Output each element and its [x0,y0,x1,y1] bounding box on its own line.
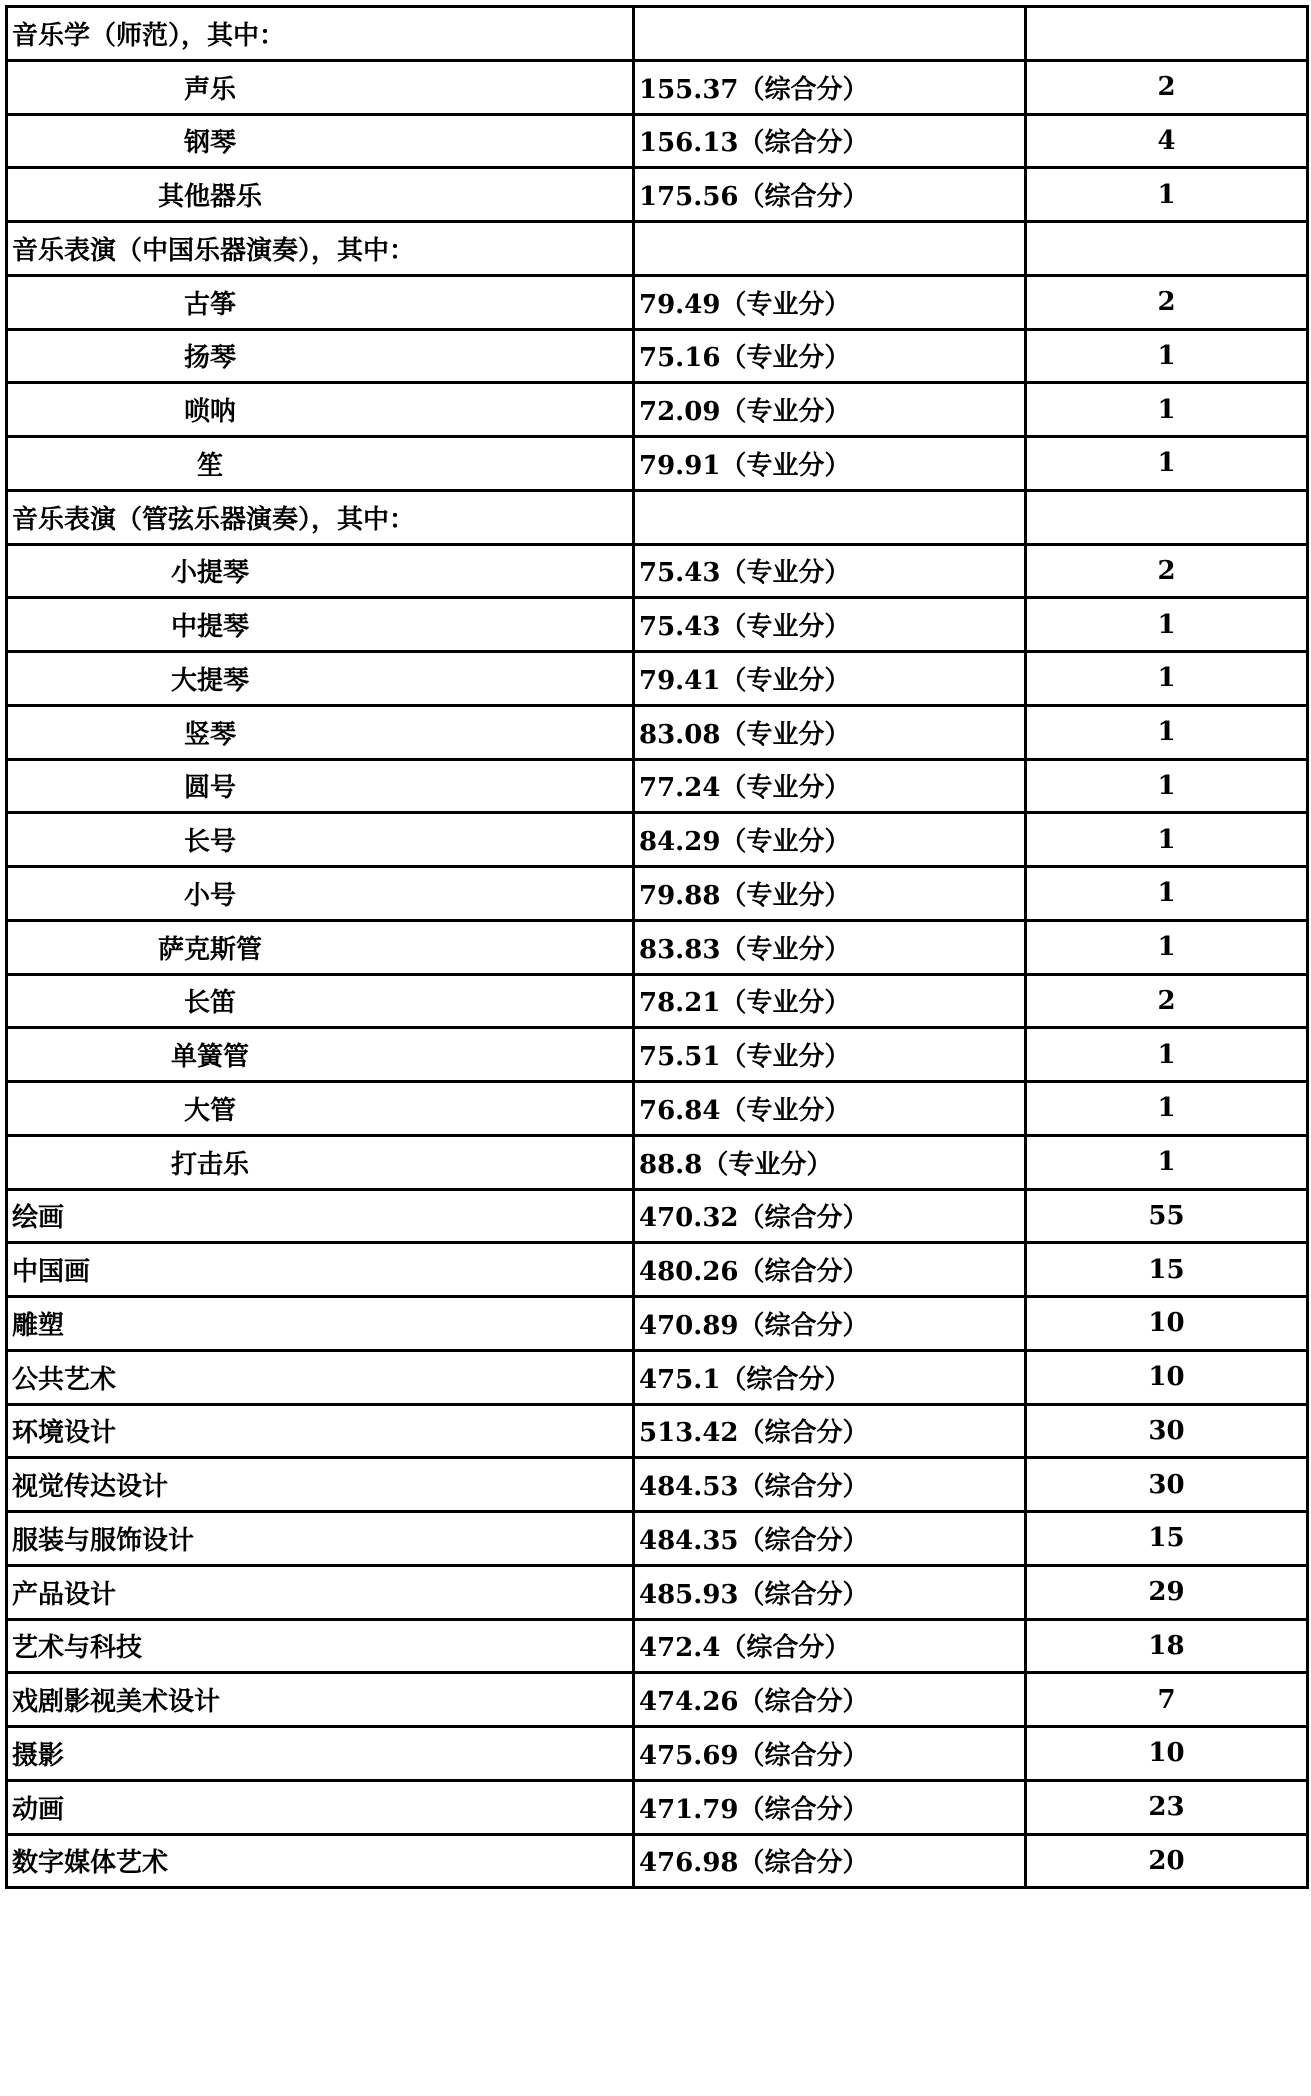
major-cell: 环境设计 [7,1404,634,1458]
major-cell: 大管 [7,1082,634,1136]
table-row [7,168,1308,222]
min-score-cell: 83.83（专业分） [634,920,1026,974]
table-row [7,437,1308,491]
major-cell: 其他器乐 [7,168,634,222]
quota-cell: 1 [1026,1082,1308,1136]
quota-cell [1026,7,1308,61]
quota-cell: 1 [1026,1135,1308,1189]
min-score-cell: 475.69（综合分） [634,1727,1026,1781]
table-row [7,1565,1308,1619]
table-row [7,114,1308,168]
min-score-cell: 84.29（专业分） [634,813,1026,867]
min-score-cell: 75.43（专业分） [634,598,1026,652]
major-cell: 古筝 [7,275,634,329]
quota-cell: 23 [1026,1780,1308,1834]
table-row [7,490,1308,544]
table-row [7,813,1308,867]
quota-cell: 4 [1026,114,1308,168]
major-cell: 钢琴 [7,114,634,168]
min-score-cell: 175.56（综合分） [634,168,1026,222]
min-score-cell: 474.26（综合分） [634,1673,1026,1727]
major-cell: 萨克斯管 [7,920,634,974]
min-score-cell: 472.4（综合分） [634,1619,1026,1673]
major-cell: 音乐表演（管弦乐器演奏），其中： [7,490,634,544]
min-score-cell: 484.35（综合分） [634,1512,1026,1566]
min-score-cell [634,7,1026,61]
table-row [7,222,1308,276]
table-row [7,652,1308,706]
quota-cell: 1 [1026,1028,1308,1082]
min-score-cell: 155.37（综合分） [634,60,1026,114]
major-cell: 产品设计 [7,1565,634,1619]
major-cell: 大提琴 [7,652,634,706]
min-score-cell: 78.21（专业分） [634,974,1026,1028]
major-cell: 声乐 [7,60,634,114]
major-cell: 艺术与科技 [7,1619,634,1673]
min-score-cell: 72.09（专业分） [634,383,1026,437]
table-row [7,1189,1308,1243]
table-row [7,1512,1308,1566]
quota-cell: 1 [1026,920,1308,974]
quota-cell: 1 [1026,329,1308,383]
table-row [7,1834,1308,1888]
min-score-cell: 476.98（综合分） [634,1834,1026,1888]
quota-cell: 18 [1026,1619,1308,1673]
major-cell: 摄影 [7,1727,634,1781]
min-score-cell [634,222,1026,276]
table-row [7,1780,1308,1834]
quota-cell: 55 [1026,1189,1308,1243]
major-cell: 雕塑 [7,1297,634,1351]
major-cell: 小提琴 [7,544,634,598]
min-score-cell: 470.89（综合分） [634,1297,1026,1351]
major-cell: 中提琴 [7,598,634,652]
major-cell: 圆号 [7,759,634,813]
major-cell: 唢呐 [7,383,634,437]
quota-cell: 1 [1026,867,1308,921]
min-score-cell: 88.8（专业分） [634,1135,1026,1189]
major-cell: 竖琴 [7,705,634,759]
min-score-cell: 156.13（综合分） [634,114,1026,168]
min-score-cell: 470.32（综合分） [634,1189,1026,1243]
major-cell: 扬琴 [7,329,634,383]
quota-cell: 15 [1026,1243,1308,1297]
quota-cell: 7 [1026,1673,1308,1727]
min-score-cell: 75.16（专业分） [634,329,1026,383]
table-row [7,275,1308,329]
quota-cell: 10 [1026,1297,1308,1351]
quota-cell [1026,490,1308,544]
min-score-cell: 79.41（专业分） [634,652,1026,706]
major-cell: 视觉传达设计 [7,1458,634,1512]
min-score-cell: 79.88（专业分） [634,867,1026,921]
quota-cell [1026,222,1308,276]
major-cell: 长号 [7,813,634,867]
table-row [7,598,1308,652]
quota-cell: 1 [1026,168,1308,222]
table-row [7,544,1308,598]
quota-cell: 29 [1026,1565,1308,1619]
major-cell: 长笛 [7,974,634,1028]
table-row [7,7,1308,61]
major-cell: 笙 [7,437,634,491]
major-cell: 戏剧影视美术设计 [7,1673,634,1727]
table-row [7,1243,1308,1297]
min-score-cell: 471.79（综合分） [634,1780,1026,1834]
admission-score-table [5,5,1309,1889]
quota-cell: 30 [1026,1404,1308,1458]
table-row [7,974,1308,1028]
quota-cell: 1 [1026,383,1308,437]
min-score-cell: 79.49（专业分） [634,275,1026,329]
table-row [7,1028,1308,1082]
quota-cell: 2 [1026,275,1308,329]
quota-cell: 1 [1026,437,1308,491]
major-cell: 打击乐 [7,1135,634,1189]
table-row [7,1082,1308,1136]
table-row [7,383,1308,437]
major-cell: 动画 [7,1780,634,1834]
major-cell: 音乐学（师范），其中： [7,7,634,61]
table-row [7,1673,1308,1727]
quota-cell: 2 [1026,974,1308,1028]
table-row [7,1727,1308,1781]
table-row [7,1619,1308,1673]
quota-cell: 1 [1026,598,1308,652]
table-row [7,867,1308,921]
table-row [7,329,1308,383]
table-row [7,920,1308,974]
table-row [7,759,1308,813]
major-cell: 数字媒体艺术 [7,1834,634,1888]
quota-cell: 2 [1026,544,1308,598]
quota-cell: 15 [1026,1512,1308,1566]
quota-cell: 1 [1026,759,1308,813]
min-score-cell: 480.26（综合分） [634,1243,1026,1297]
min-score-cell: 77.24（专业分） [634,759,1026,813]
major-cell: 服装与服饰设计 [7,1512,634,1566]
major-cell: 小号 [7,867,634,921]
major-cell: 中国画 [7,1243,634,1297]
quota-cell: 2 [1026,60,1308,114]
table-row [7,1458,1308,1512]
min-score-cell: 485.93（综合分） [634,1565,1026,1619]
major-cell: 音乐表演（中国乐器演奏），其中： [7,222,634,276]
quota-cell: 1 [1026,652,1308,706]
major-cell: 单簧管 [7,1028,634,1082]
quota-cell: 10 [1026,1727,1308,1781]
min-score-cell: 83.08（专业分） [634,705,1026,759]
min-score-cell: 475.1（综合分） [634,1350,1026,1404]
table-row [7,60,1308,114]
quota-cell: 30 [1026,1458,1308,1512]
min-score-cell: 75.43（专业分） [634,544,1026,598]
quota-cell: 1 [1026,705,1308,759]
min-score-cell: 75.51（专业分） [634,1028,1026,1082]
min-score-cell [634,490,1026,544]
quota-cell: 1 [1026,813,1308,867]
min-score-cell: 513.42（综合分） [634,1404,1026,1458]
min-score-cell: 484.53（综合分） [634,1458,1026,1512]
min-score-cell: 79.91（专业分） [634,437,1026,491]
table-row [7,1404,1308,1458]
table-row [7,1350,1308,1404]
table-body [7,7,1308,1888]
table-row [7,705,1308,759]
table-row [7,1135,1308,1189]
min-score-cell: 76.84（专业分） [634,1082,1026,1136]
major-cell: 公共艺术 [7,1350,634,1404]
table-row [7,1297,1308,1351]
quota-cell: 20 [1026,1834,1308,1888]
major-cell: 绘画 [7,1189,634,1243]
quota-cell: 10 [1026,1350,1308,1404]
